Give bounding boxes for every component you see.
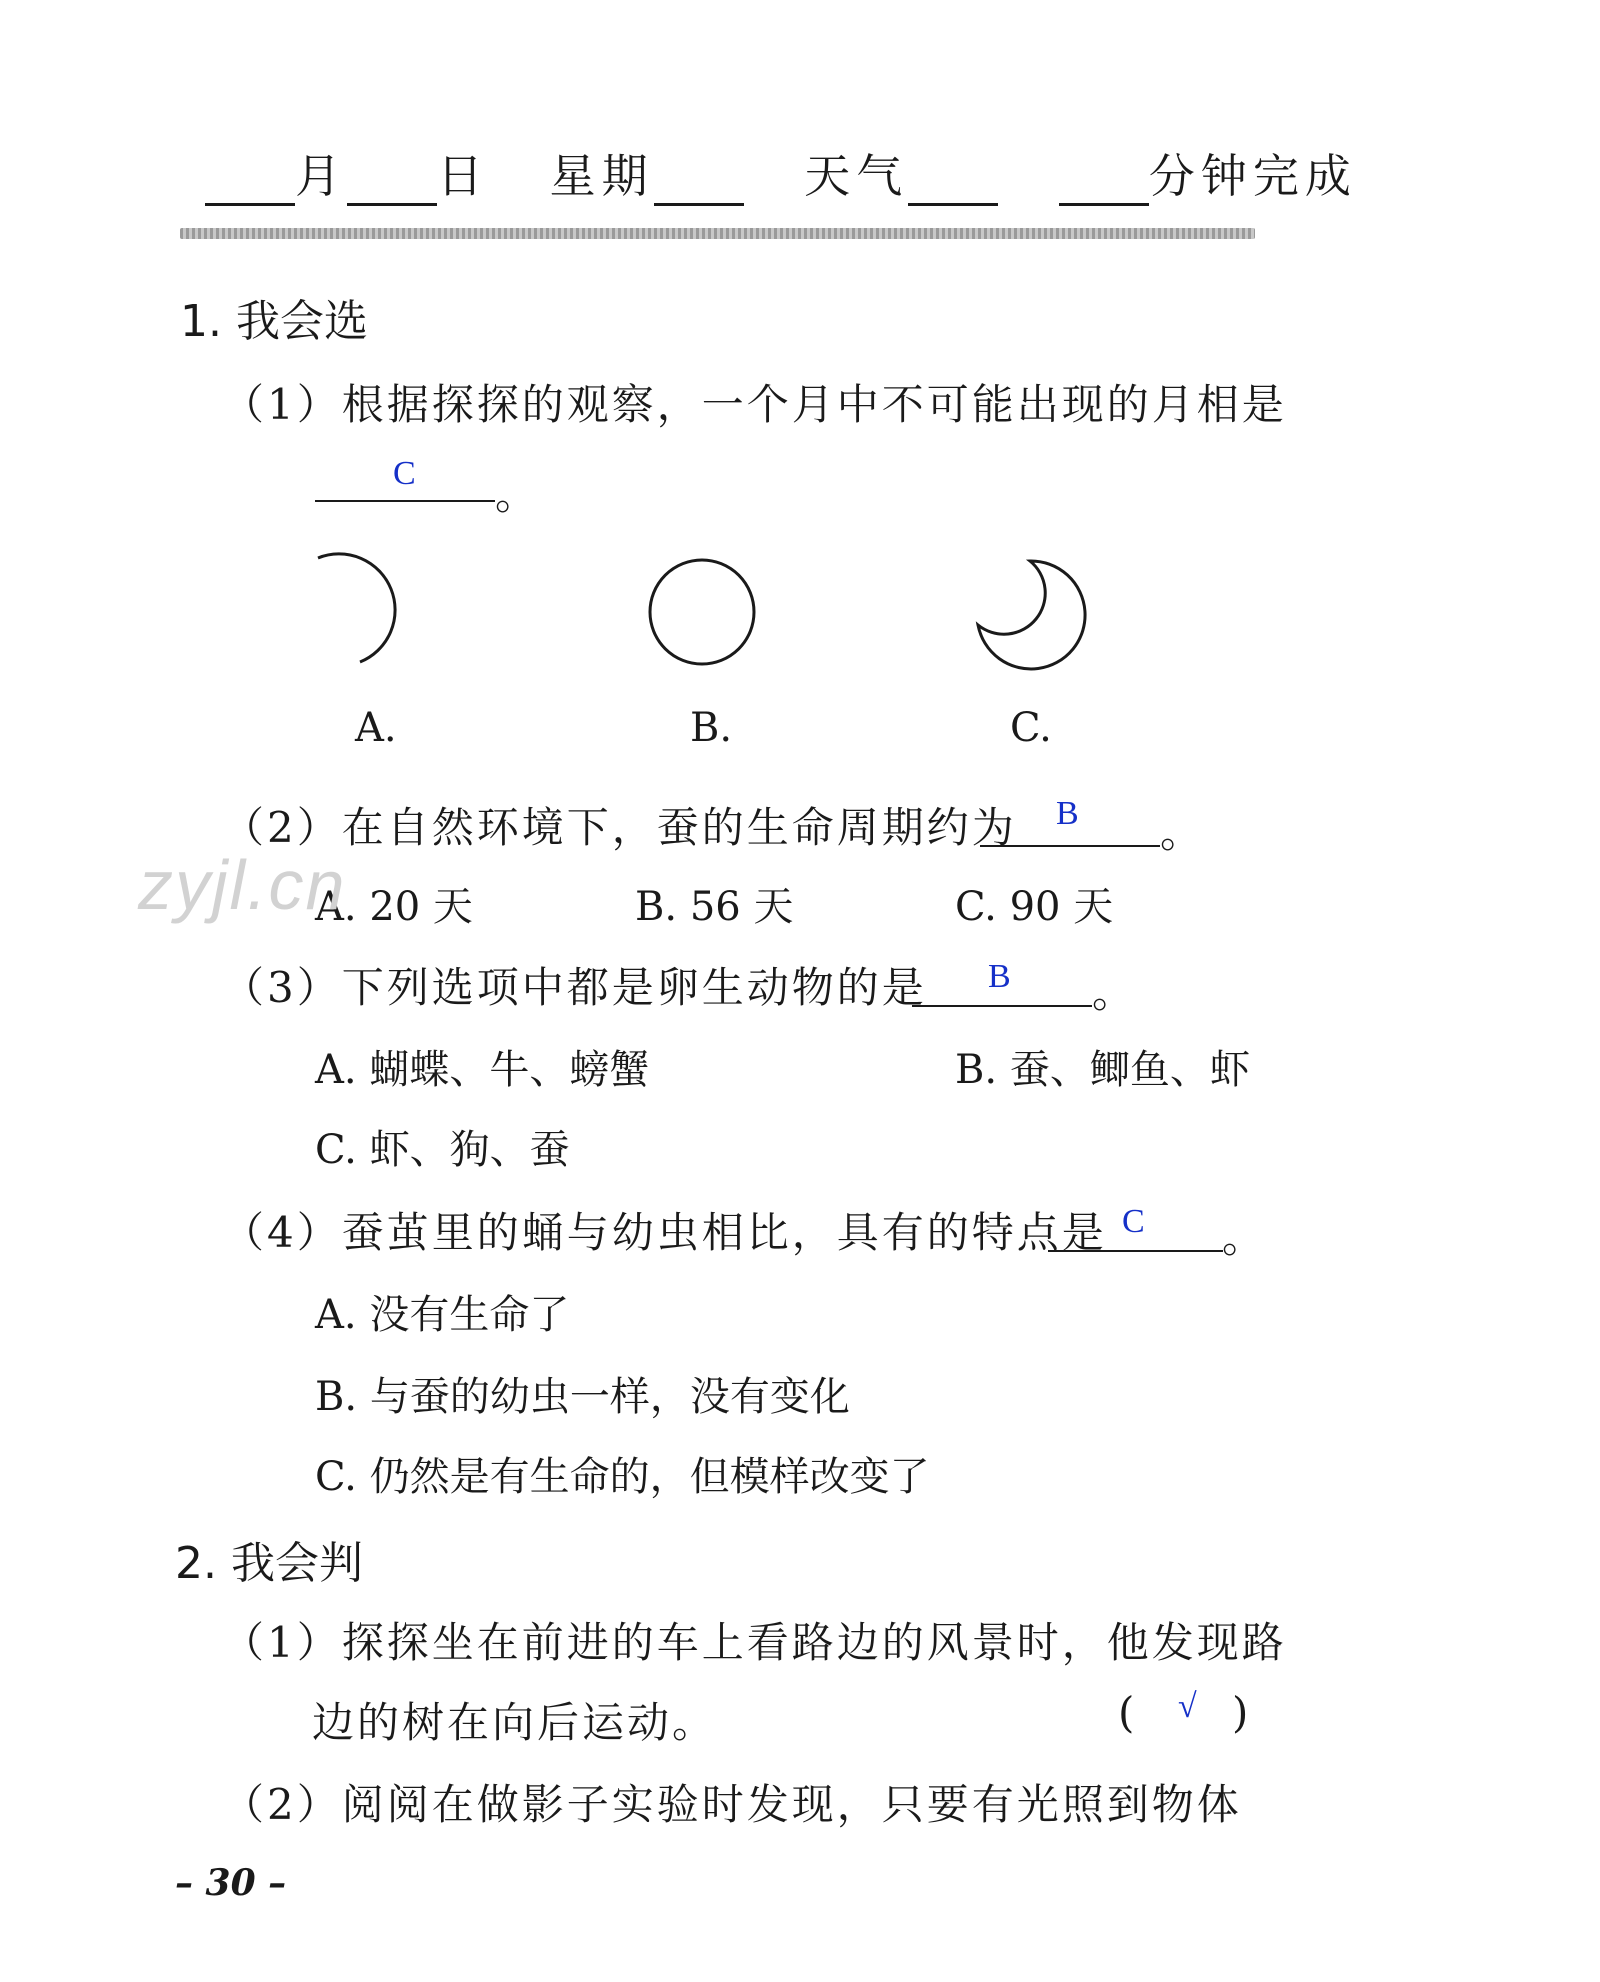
- q3-option-c: C. 虾、狗、蚕: [315, 1127, 570, 1173]
- q3-answer: B: [988, 958, 1011, 995]
- q4-answer-blank: [1048, 1250, 1223, 1252]
- q4-text: （4）蚕茧里的蛹与幼虫相比，具有的特点是: [222, 1208, 1107, 1257]
- q2-answer-blank: [980, 845, 1160, 847]
- full-moon-icon: [645, 555, 759, 669]
- q3-option-a: A. 蝴蝶、牛、螃蟹: [315, 1047, 650, 1093]
- s2-q1-answer: √: [1178, 1688, 1197, 1725]
- q3-end: 。: [1092, 968, 1138, 1017]
- section1-title: 1. 我会选: [180, 296, 368, 347]
- q1-option-b: B.: [690, 705, 733, 751]
- page-number: – 30 –: [175, 1862, 287, 1904]
- q1-option-a: A.: [355, 705, 397, 751]
- watermark: zyjl.cn: [138, 846, 347, 924]
- s2-q2-line1: （2）阅阅在做影子实验时发现，只要有光照到物体: [222, 1780, 1242, 1829]
- day-blank: [347, 153, 437, 206]
- weather-label: 天气: [804, 149, 909, 203]
- q4-option-b: B. 与蚕的幼虫一样，没有变化: [315, 1374, 850, 1420]
- q1-option-c: C.: [1010, 705, 1052, 751]
- q1-end: 。: [495, 470, 541, 519]
- gibbous-moon-icon: [970, 555, 1090, 675]
- q4-end: 。: [1222, 1213, 1268, 1262]
- s2-q1-line1: （1）探探坐在前进的车上看路边的风景时，他发现路: [222, 1618, 1287, 1667]
- minutes-blank: [1059, 153, 1149, 206]
- q2-option-c: C. 90 天: [955, 884, 1114, 930]
- crescent-moon-icon: [310, 550, 420, 670]
- q4-option-c: C. 仍然是有生命的，但模样改变了: [315, 1454, 930, 1500]
- q4-answer: C: [1122, 1203, 1145, 1240]
- q1-answer: C: [393, 455, 416, 492]
- minutes-label: 分钟完成: [1148, 149, 1357, 203]
- month-blank: [205, 153, 295, 206]
- weekday-blank: [654, 153, 744, 206]
- q2-answer: B: [1056, 795, 1079, 832]
- section2-title: 2. 我会判: [175, 1538, 363, 1589]
- q2-option-b: B. 56 天: [635, 884, 794, 930]
- q3-option-b: B. 蚕、鲫鱼、虾: [955, 1047, 1250, 1093]
- s2-q1-paren-open: (: [1118, 1688, 1138, 1737]
- q4-option-a: A. 没有生命了: [315, 1292, 570, 1338]
- q3-text: （3）下列选项中都是卵生动物的是: [222, 963, 927, 1012]
- q1-text: （1）根据探探的观察，一个月中不可能出现的月相是: [222, 380, 1287, 429]
- header-line: [205, 140, 1357, 206]
- s2-q1-line2: 边的树在向后运动。: [312, 1698, 718, 1747]
- weather-blank: [908, 153, 998, 206]
- header-rule: [180, 228, 1255, 239]
- q2-text: （2）在自然环境下，蚕的生命周期约为: [222, 803, 1017, 852]
- month-label: 月: [295, 149, 347, 203]
- day-label: 日: [437, 149, 489, 203]
- q3-answer-blank: [912, 1005, 1092, 1007]
- q1-answer-blank: [315, 500, 495, 502]
- weekday-label: 星期: [549, 149, 654, 203]
- q2-end: 。: [1160, 808, 1206, 857]
- q2-option-a: A. 20 天: [315, 884, 473, 930]
- s2-q1-paren-close: ): [1232, 1688, 1252, 1737]
